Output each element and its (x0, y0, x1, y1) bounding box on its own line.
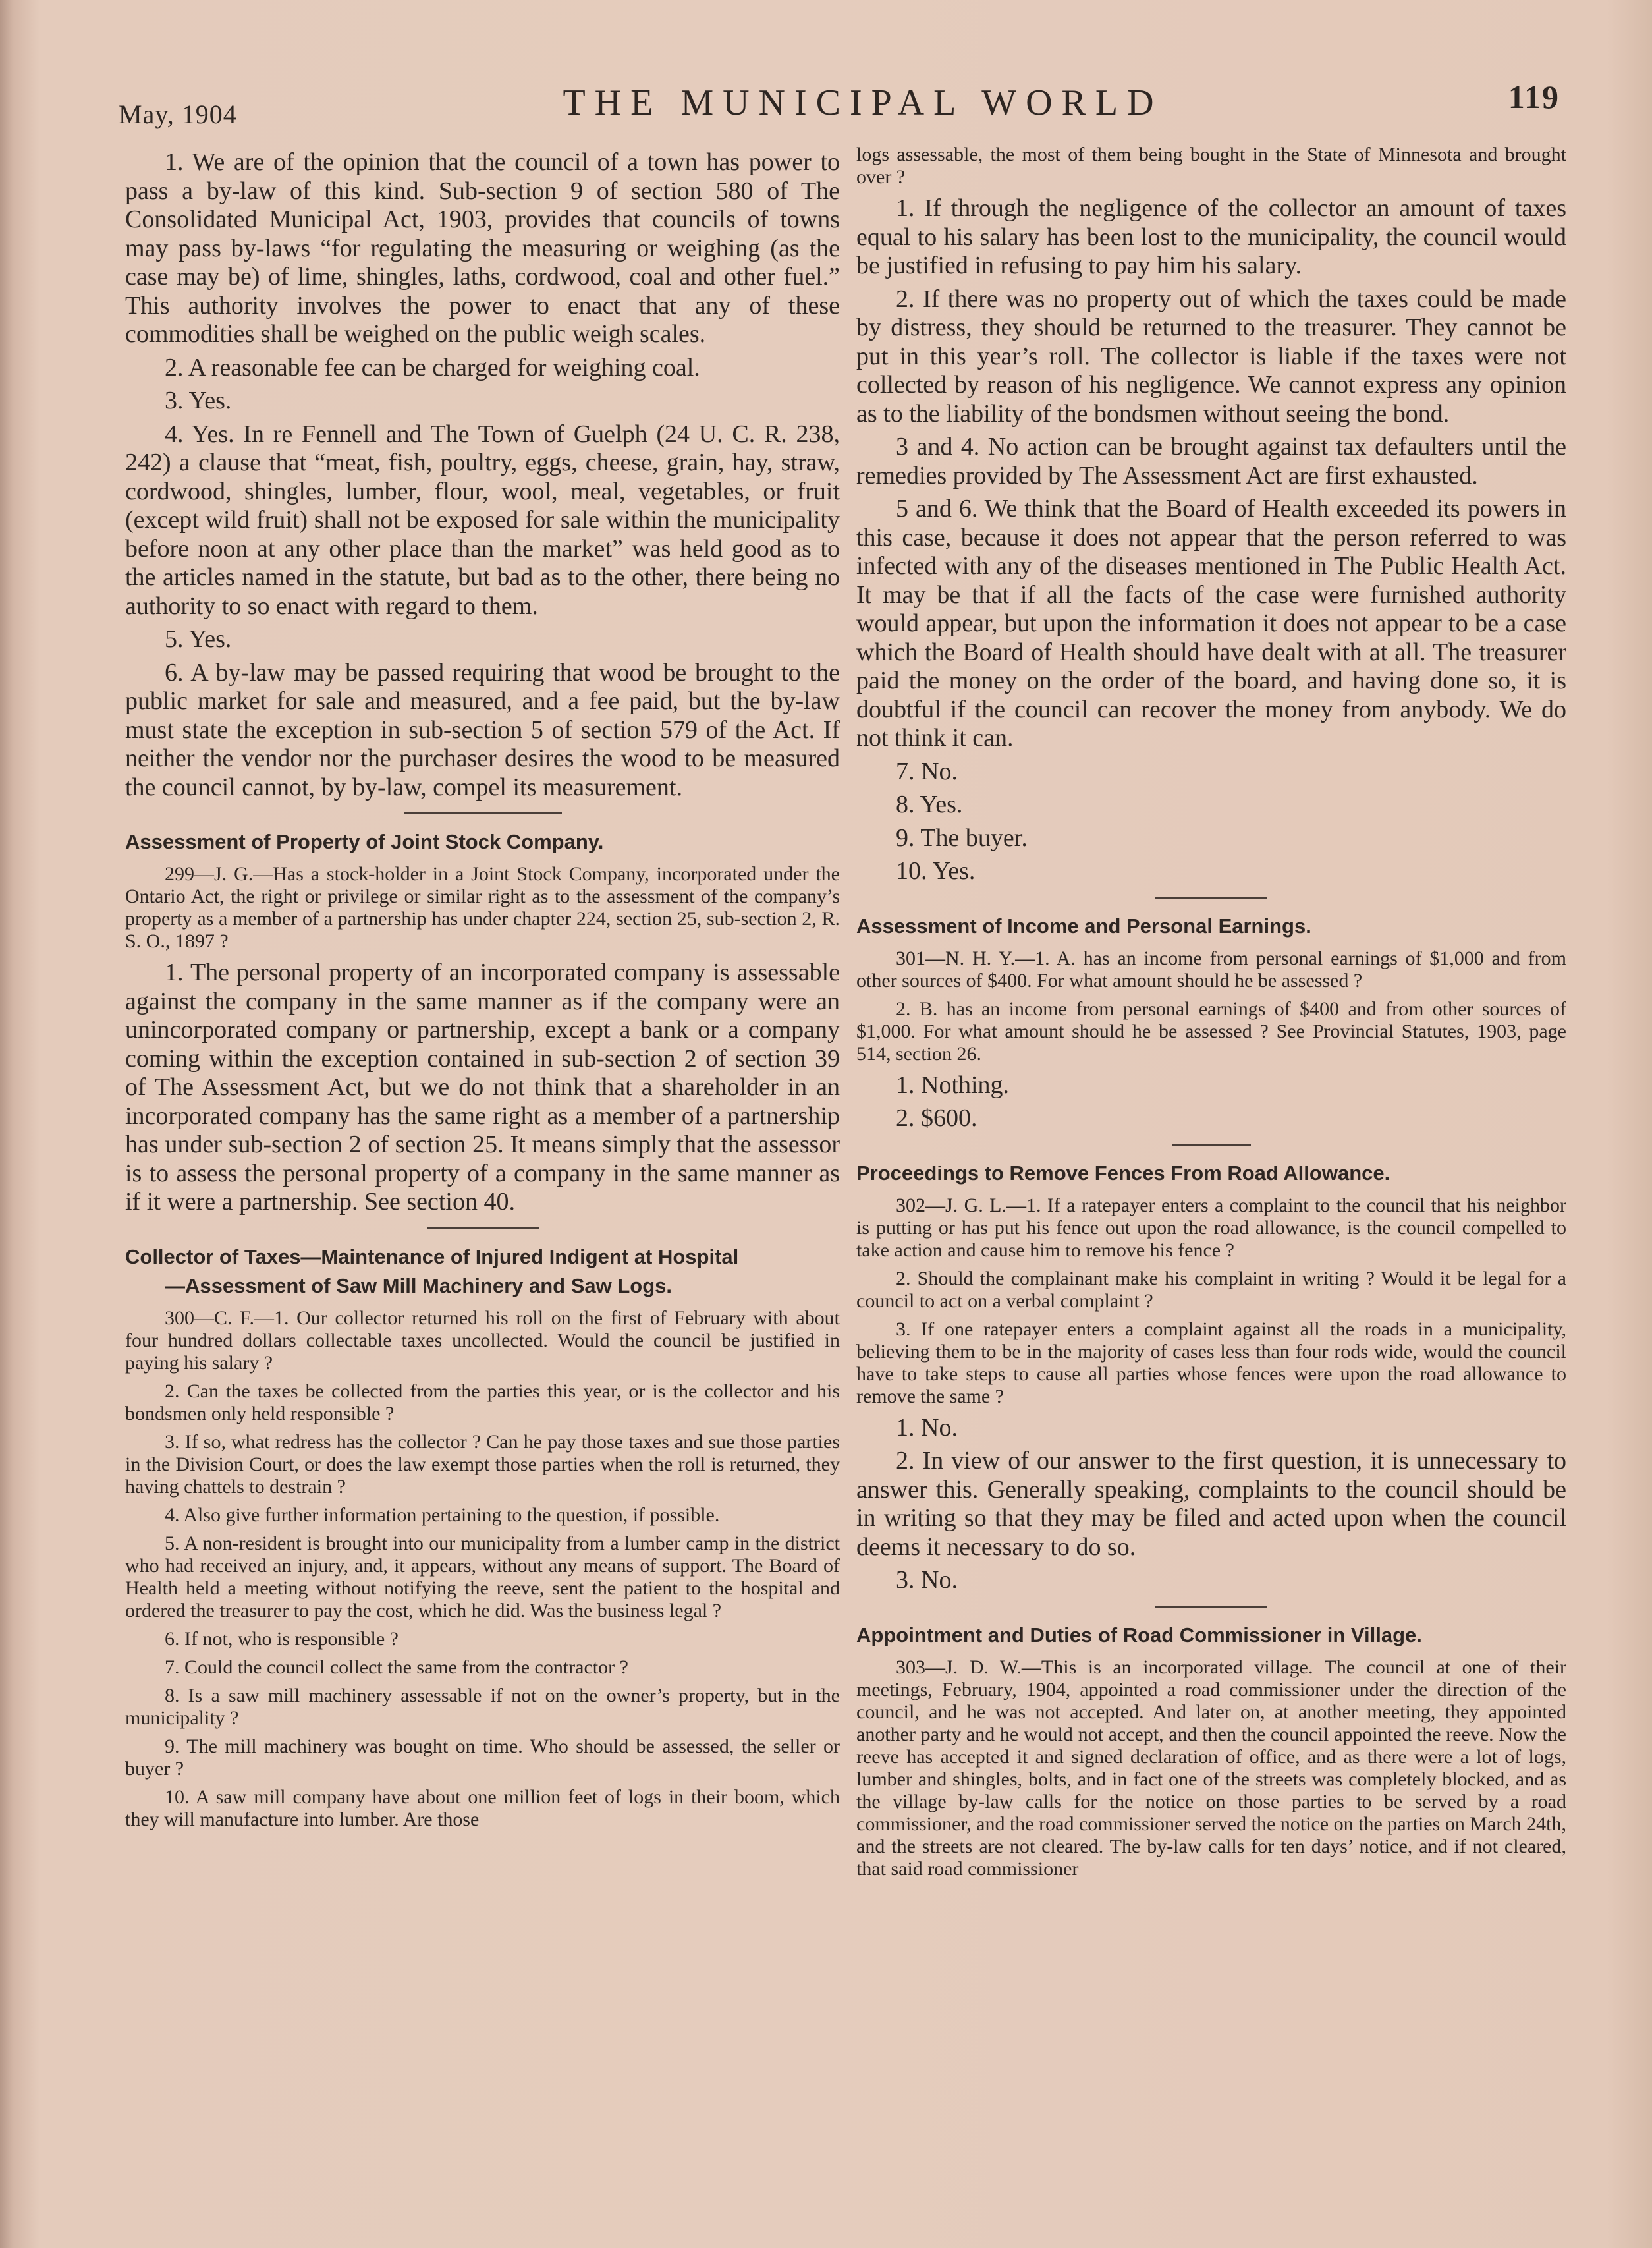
section-heading-301: Assessment of Income and Personal Earnings. (856, 914, 1311, 938)
section-heading-299: Assessment of Property of Joint Stock Company. (125, 830, 604, 853)
left-column (125, 148, 840, 1837)
question-paragraph: 2. Should the complainant make his complaint in writing ? Would it be legal for a council to act on a verbal complaint ? (856, 1267, 1566, 1312)
question-paragraph: 5. A non-resident is brought into our municipality from a lumber camp in the district who had received an injury, and, it appears, without any means of support. The Board of Health held a meeting without notifying the reeve, sent the patient to the hospital and ordered the treasurer to pay the cost, which he did. Was the business legal ? (125, 1532, 840, 1621)
question-paragraph: 2. B. has an income from personal earnings of $400 and from other sources of $1,000. For what amount should he be assessed ? See Provincial Statutes, 1903, page 514, section 26. (856, 998, 1566, 1065)
answer-paragraph: 1. If through the negligence of the collector an amount of taxes equal to his salary has been lost to the municipality, the council would be justified in refusing to pay him his salary. (856, 194, 1566, 279)
answer-paragraph: 1. Nothing. (896, 1071, 1010, 1099)
answer-paragraph: 5 and 6. We think that the Board of Health exceeded its powers in this case, because it does not appear that the person referred to was infected with any of the diseases mentioned in The Public Health Act. It may be that if all the facts of the case were furnished authority would appear, but upon the information it does not appear to be a case which the Board of Health should have dealt with at all. The treasurer paid the money on the order of the board, and having done so, it is doubtful if the council can recover the money from anybody. We do not think it can. (856, 495, 1566, 752)
section-divider (404, 812, 562, 814)
answer-paragraph: 10. Yes. (896, 857, 976, 885)
answer-paragraph: 1. No. (896, 1413, 958, 1442)
answer-paragraph: 2. In view of our answer to the first question, it is unnecessary to answer this. Generally speaking, complaints to the council should be in writing so that they may be filed and acted upon when the council deems it necessary to do so. (856, 1447, 1566, 1561)
question-paragraph: 8. Is a saw mill machinery assessable if not on the owner’s property, but in the municipality ? (125, 1684, 840, 1729)
question-paragraph: 4. Also give further information pertaining to the question, if possible. (165, 1503, 720, 1526)
section-heading-300 (125, 1243, 840, 1301)
answer-paragraph: 8. Yes. (896, 791, 963, 818)
answer-paragraph: 5. Yes. (165, 625, 232, 653)
section-divider (427, 1227, 539, 1229)
section-heading-300-line2: —Assessment of Saw Mill Machinery and Saw Logs. (165, 1274, 673, 1297)
question-continuation: logs assessable, the most of them being bought in the State of Minnesota and brought over ? (856, 144, 1566, 188)
answer-paragraph: 2. A reasonable fee can be charged for weighing coal. (165, 353, 700, 381)
question-paragraph: 303—J. D. W.—This is an incorporated village. The council at one of their meetings, February, 1904, appointed a road commissioner under the direction of the council, and he was not accepted. And later on, at another meeting, they appointed another party and he would not accept, and then the council appointed the reeve. Now the reeve has accepted it and signed declaration of office, and as there were a lot of logs, lumber and shingles, bolts, and in fact one of the streets was completely blocked, and as the village by-law calls for the notice on those parties to be served by a road commissioner, and the road commissioner served the notice on the parties on March 24th, and the streets are not cleared. The by-law calls for ten days’ notice, and if not cleared, that said road commissioner (856, 1656, 1566, 1880)
section-divider (1155, 1606, 1267, 1608)
answer-paragraph: 3. No. (896, 1566, 958, 1594)
answer-paragraph: 6. A by-law may be passed requiring that wood be brought to the public market for sale and measured, and a fee paid, but the by-law must state the exception in sub-section 5 of section 579 of the Act. If neither the vendor nor the purchaser desires the wood to be measured the council cannot, by by-law, compel its measurement. (125, 658, 840, 801)
section-heading-302: Proceedings to Remove Fences From Road Allowance. (856, 1161, 1390, 1185)
publication-title: THE MUNICIPAL WORLD (563, 82, 1163, 123)
answer-paragraph: 4. Yes. In re Fennell and The Town of Guelph (24 U. C. R. 238, 242) a clause that “meat, fish, poultry, eggs, cheese, grain, hay, straw, cordwood, shingles, lumber, flour, wool, meal, vegetables, or fruit (except wild fruit) shall not be exposed for sale within the municipality before noon at any other place than the market” was held good as to the articles named in the statute, but bad as to the other, there being no authority to so enact with regard to them. (125, 420, 840, 620)
answer-paragraph: 2. If there was no property out of which the taxes could be made by distress, they should be returned to the treasurer. They cannot be put in this year’s roll. The collector is liable if the taxes were not collected by reason of his negligence. We cannot express any opinion as to the liability of the bondsmen without seeing the bond. (856, 285, 1566, 428)
section-heading-300-line1: Collector of Taxes—Maintenance of Injured Indigent at Hospital (125, 1245, 739, 1268)
question-paragraph: 9. The mill machinery was bought on time. Who should be assessed, the seller or buyer ? (125, 1735, 840, 1780)
issue-date: May, 1904 (119, 99, 237, 129)
answer-paragraph: 1. We are of the opinion that the council of a town has power to pass a by-law of this kind. Sub-section 9 of section 580 of The Consolidated Municipal Act, 1903, provides that councils of towns may pass by-laws “for regulating the measuring or weighing (as the case may be) of lime, shingles, laths, cordwood, coal and other fuel.” This authority involves the power to enact that any of these commodities shall be weighed on the public weigh scales. (125, 148, 840, 348)
question-paragraph: 299—J. G.—Has a stock-holder in a Joint Stock Company, incorporated under the Ontario Act, the right or privilege or similar right as to the assessment of the company’s property as a member of a partnership has under chapter 224, section 25, sub-section 2, R. S. O., 1897 ? (125, 863, 840, 952)
question-paragraph: 300—C. F.—1. Our collector returned his roll on the first of February with about four hundred dollars collectable taxes uncollected. Would the council be justified in paying his salary ? (125, 1307, 840, 1374)
answer-paragraph: 1. The personal property of an incorporated company is assessable against the company in the same manner as if the company were an unincorporated company or partnership, except a bank or a company coming within the exception contained in sub-section 2 of section 39 of The Assessment Act, but we do not think that a shareholder in an incorporated company has the same right as a member of a partnership has under sub-section 2 of section 25. It means simply that the assessor is to assess the personal property of a company in the same manner as if it were a partnership. See section 40. (125, 959, 840, 1216)
question-paragraph: 3. If one ratepayer enters a complaint against all the roads in a municipality, believing them to be in the majority of cases less than four rods wide, would the council have to take steps to cause all parties whose fences were upon the road allowance to remove the same ? (856, 1318, 1566, 1407)
question-paragraph: 3. If so, what redress has the collector ? Can he pay those taxes and sue those parties in the Division Court, or does the law exempt those parties when the roll is returned, they having chattels to destrain ? (125, 1430, 840, 1498)
page-number: 119 (1508, 78, 1560, 115)
answer-paragraph: 9. The buyer. (896, 824, 1028, 852)
section-divider (1155, 897, 1267, 899)
question-paragraph: 301—N. H. Y.—1. A. has an income from personal earnings of $1,000 and from other sources of $400. For what amount should he be assessed ? (856, 947, 1566, 992)
answer-paragraph: 3. Yes. (165, 387, 232, 414)
page-header (119, 74, 1568, 129)
right-column (856, 144, 1566, 1886)
question-paragraph: 6. If not, who is responsible ? (165, 1627, 399, 1650)
answer-paragraph: 3 and 4. No action can be brought against tax defaulters until the remedies provided by The Assessment Act are first exhausted. (856, 433, 1566, 490)
question-paragraph: 7. Could the council collect the same from the contractor ? (165, 1656, 628, 1678)
question-paragraph: 2. Can the taxes be collected from the parties this year, or is the collector and his bondsmen only held responsible ? (125, 1380, 840, 1424)
question-paragraph: 302—J. G. L.—1. If a ratepayer enters a complaint to the council that his neighbor is putting or has put his fence out upon the road allowance, is the council compelled to take action and cause him to remove his fence ? (856, 1194, 1566, 1261)
section-heading-303: Appointment and Duties of Road Commissioner in Village. (856, 1623, 1422, 1646)
answer-paragraph: 2. $600. (896, 1104, 977, 1132)
answer-paragraph: 7. No. (896, 757, 958, 785)
question-paragraph: 10. A saw mill company have about one million feet of logs in their boom, which they will manufacture into lumber. Are those (125, 1785, 840, 1830)
section-divider (1172, 1144, 1251, 1146)
